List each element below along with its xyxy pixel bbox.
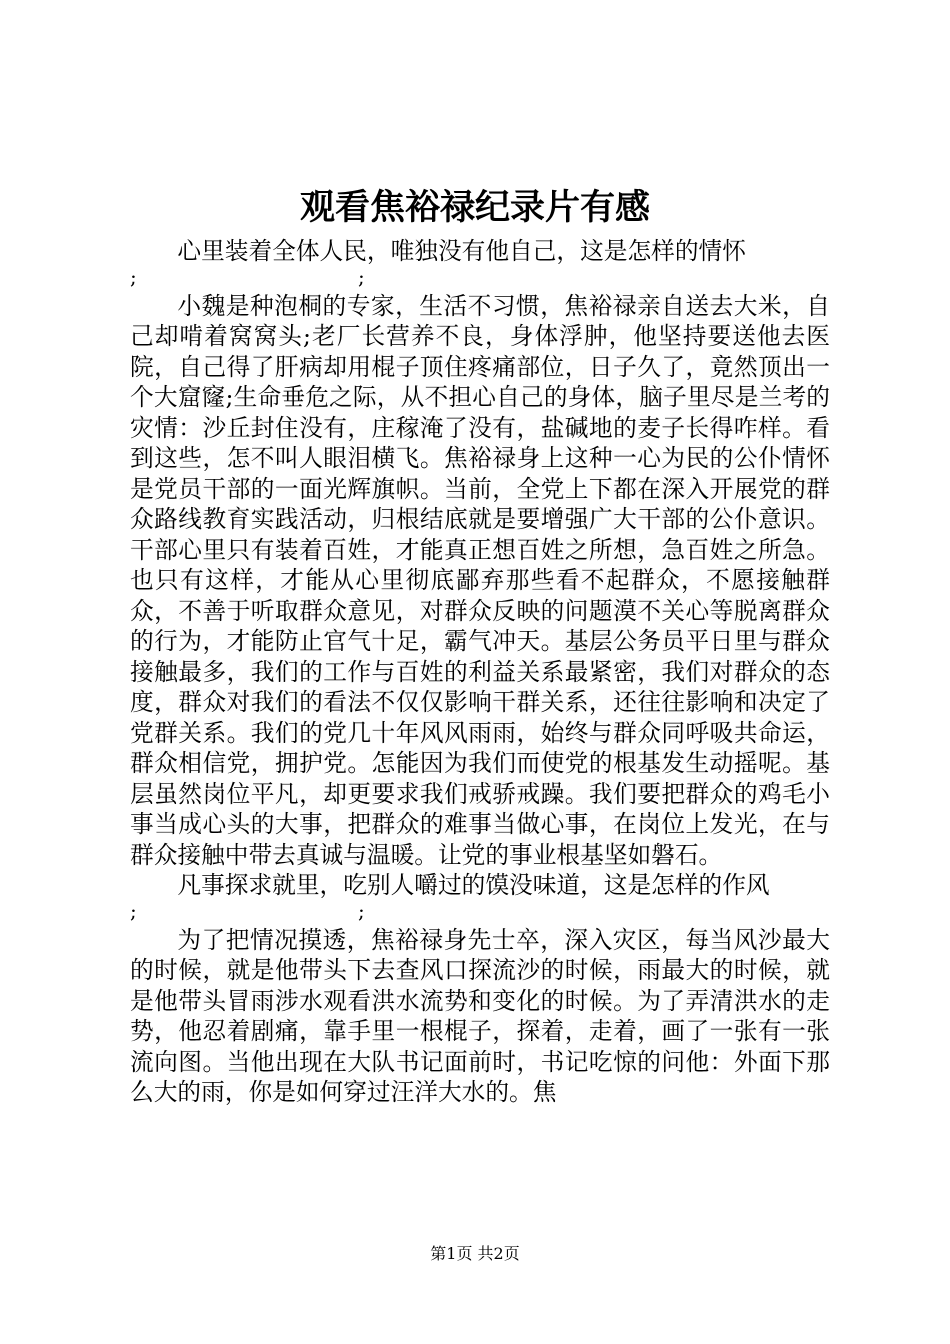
page-number: 第1页 共2页 — [430, 1244, 520, 1263]
semicolon-row-1 — [130, 264, 830, 291]
document-title: 观看焦裕禄纪录片有感 — [299, 187, 650, 228]
paragraph-4: 为了把情况摸透，焦裕禄身先士卒，深入灾区，每当风沙最大的时候，就是他带头下去查风口探流沙的时候，雨最大的时候，就是他带头冒雨涉水观看洪水流势和变化的时候。为了弄清洪水的走势，他忍着剧痛，靠手里一根棍子，探着，走着，画了一张有一张流向图。当他出现在大队书记面前时，书记吃惊的问他：外面下那么大的雨，你是如何穿过汪洋大水的。焦 — [130, 925, 830, 1106]
paragraph-3: 凡事探求就里，吃别人嚼过的馍没味道，这是怎样的作风 — [177, 871, 770, 899]
paragraph-1: 心里装着全体人民，唯独没有他自己，这是怎样的情怀 — [177, 237, 746, 265]
semicolon-mark: ; — [358, 898, 365, 923]
semicolon-row-2 — [130, 898, 830, 925]
paragraph-2: 小魏是种泡桐的专家，生活不习惯，焦裕禄亲自送去大米，自己却啃着窝窝头;老厂长营养不良，身体浮肿，他坚持要送他去医院，自己得了肝病却用棍子顶住疼痛部位，日子久了，竟然顶出一个大窟窿;生命垂危之际，从不担心自己的身体，脑子里尽是兰考的灾情：沙丘封住没有，庄稼淹了没有，盐碱地的麦子长得咋样。看到这些，怎不叫人眼泪横飞。焦裕禄身上这种一心为民的公仆情怀是党员干部的一面光辉旗帜。当前，全党上下都在深入开展党的群众路线教育实践活动，归根结底就是要增强广大干部的公仆意识。干部心里只有装着百姓，才能真正想百姓之所想，急百姓之所急。也只有这样，才能从心里彻底鄙弃那些看不起群众，不愿接触群众，不善于听取群众意见，对群众反映的问题漠不关心等脱离群众的行为，才能防止官气十足，霸气冲天。基层公务员平日里与群众接触最多，我们的工作与百姓的利益关系最紧密，我们对群众的态度，群众对我们的看法不仅仅影响干群关系，还往往影响和决定了党群关系。我们的党几十年风风雨雨，始终与群众同呼吸共命运，群众相信党，拥护党。怎能因为我们而使党的根基发生动摇呢。基层虽然岗位平凡，却更要求我们戒骄戒躁。我们要把群众的鸡毛小事当成心头的大事，把群众的难事当做心事，在岗位上发光，在与群众接触中带去真诚与温暖。让党的事业根基坚如磐石。 — [130, 291, 830, 869]
document-body — [130, 236, 830, 1108]
semicolon-mark: ; — [358, 264, 365, 289]
semicolon-mark: ; — [130, 264, 137, 289]
semicolon-mark: ; — [130, 898, 137, 923]
